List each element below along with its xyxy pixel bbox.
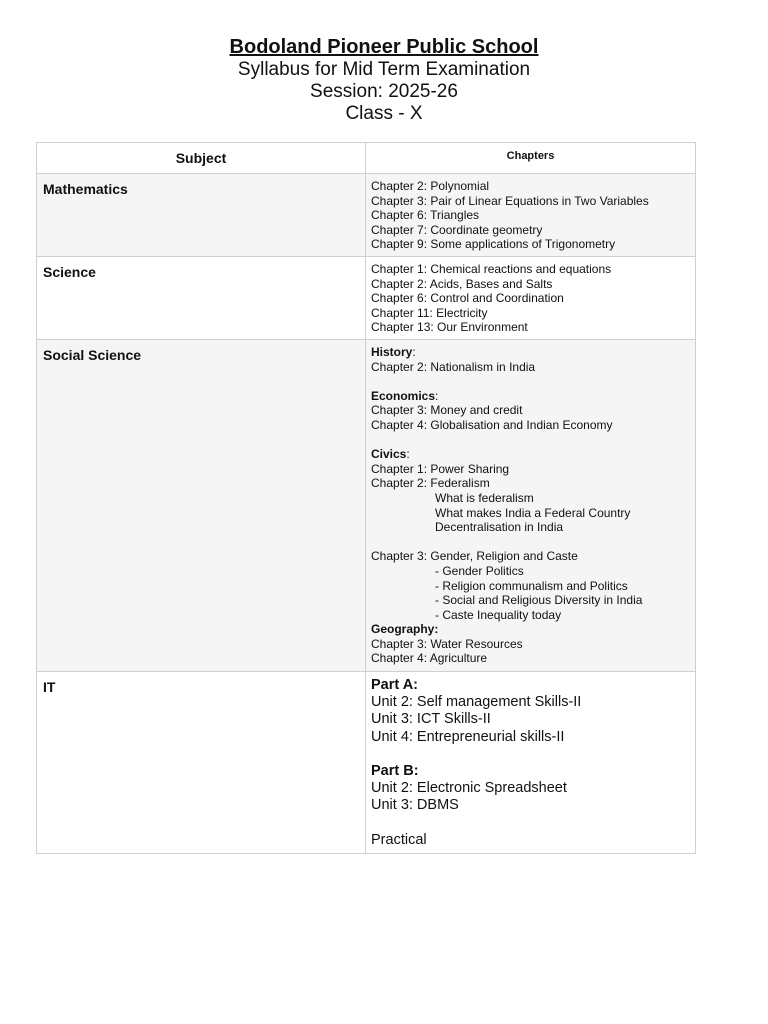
chapter-item: Chapter 6: Triangles <box>371 208 480 223</box>
table-row-social-science <box>37 340 696 672</box>
chapter-item: Chapter 3: Money and credit <box>371 403 523 418</box>
section-heading-history: History: <box>371 345 416 359</box>
chapter-item: Chapter 3: Water Resources <box>371 636 523 651</box>
chapter-item: Chapter 7: Coordinate geometry <box>371 222 543 237</box>
chapter-item: Chapter 2: Polynomial <box>371 179 490 193</box>
unit-item: Unit 2: Electronic Spreadsheet <box>371 780 567 797</box>
chapter-item: Chapter 2: Federalism <box>371 476 490 491</box>
document-header <box>0 0 768 125</box>
subject-cell: Social Science <box>37 340 366 672</box>
economics-label: Economics <box>371 388 436 403</box>
practical-label: Practical <box>371 831 427 848</box>
chapter-item: Chapter 4: Globalisation and Indian Economy <box>371 417 613 432</box>
chapter-item: Chapter 3: Gender, Religion and Caste <box>371 549 578 564</box>
subject-column-header: Subject <box>37 143 366 174</box>
topic-item: What is federalism <box>435 490 534 505</box>
chapter-item: Chapter 2: Nationalism in India <box>371 359 536 374</box>
chapter-item: Chapter 1: Power Sharing <box>371 461 510 476</box>
chapter-item: Chapter 6: Control and Coordination <box>371 291 564 306</box>
syllabus-title: Syllabus for Mid Term Examination <box>237 59 531 80</box>
chapters-column-header: Chapters <box>366 143 696 174</box>
section-heading-economics: Economics: <box>371 388 439 403</box>
topic-item: - Religion communalism and Politics <box>435 578 628 593</box>
unit-item: Unit 4: Entrepreneurial skills-II <box>371 728 565 745</box>
table-row-science <box>37 257 696 340</box>
table-row-mathematics <box>37 174 696 257</box>
unit-item: Unit 3: ICT Skills-II <box>371 711 491 728</box>
table-row-it <box>37 672 696 854</box>
section-heading-civics: Civics: <box>371 447 410 462</box>
part-b-label: Part B: <box>371 763 419 779</box>
syllabus-table <box>36 142 696 854</box>
table-header-row <box>37 143 696 174</box>
civics-label: Civics <box>371 447 407 462</box>
subject-cell: Mathematics <box>37 174 366 257</box>
chapter-item: Chapter 1: Chemical reactions and equations <box>371 262 612 276</box>
topic-item: - Gender Politics <box>435 563 524 578</box>
topic-item: - Caste Inequality today <box>435 607 562 622</box>
chapter-item: Chapter 3: Pair of Linear Equations in Two Variables <box>371 193 649 208</box>
chapter-item: Chapter 9: Some applications of Trigonometry <box>371 237 616 252</box>
chapters-cell <box>366 340 696 672</box>
chapter-item: Chapter 4: Agriculture <box>371 651 488 666</box>
topic-item: What makes India a Federal Country <box>435 505 631 520</box>
chapters-cell <box>366 174 696 257</box>
chapter-item: Chapter 13: Our Environment <box>371 320 528 335</box>
part-a-label: Part A: <box>371 677 418 693</box>
unit-item: Unit 2: Self management Skills-II <box>371 694 582 711</box>
class-label: Class - X <box>345 103 423 124</box>
session-label: Session: 2025-26 <box>310 81 458 102</box>
chapter-item: Chapter 2: Acids, Bases and Salts <box>371 276 553 291</box>
history-label: History <box>371 345 413 359</box>
chapters-cell <box>366 672 696 854</box>
subject-cell: IT <box>37 672 366 854</box>
section-heading-geography: Geography: <box>371 622 439 637</box>
unit-item: Unit 3: DBMS <box>371 797 459 814</box>
school-name: Bodoland Pioneer Public School <box>229 36 539 58</box>
chapter-item: Chapter 11: Electricity <box>371 305 488 320</box>
topic-item: - Social and Religious Diversity in India <box>435 593 643 608</box>
topic-item: Decentralisation in India <box>435 520 564 535</box>
subject-cell: Science <box>37 257 366 340</box>
chapters-cell <box>366 257 696 340</box>
